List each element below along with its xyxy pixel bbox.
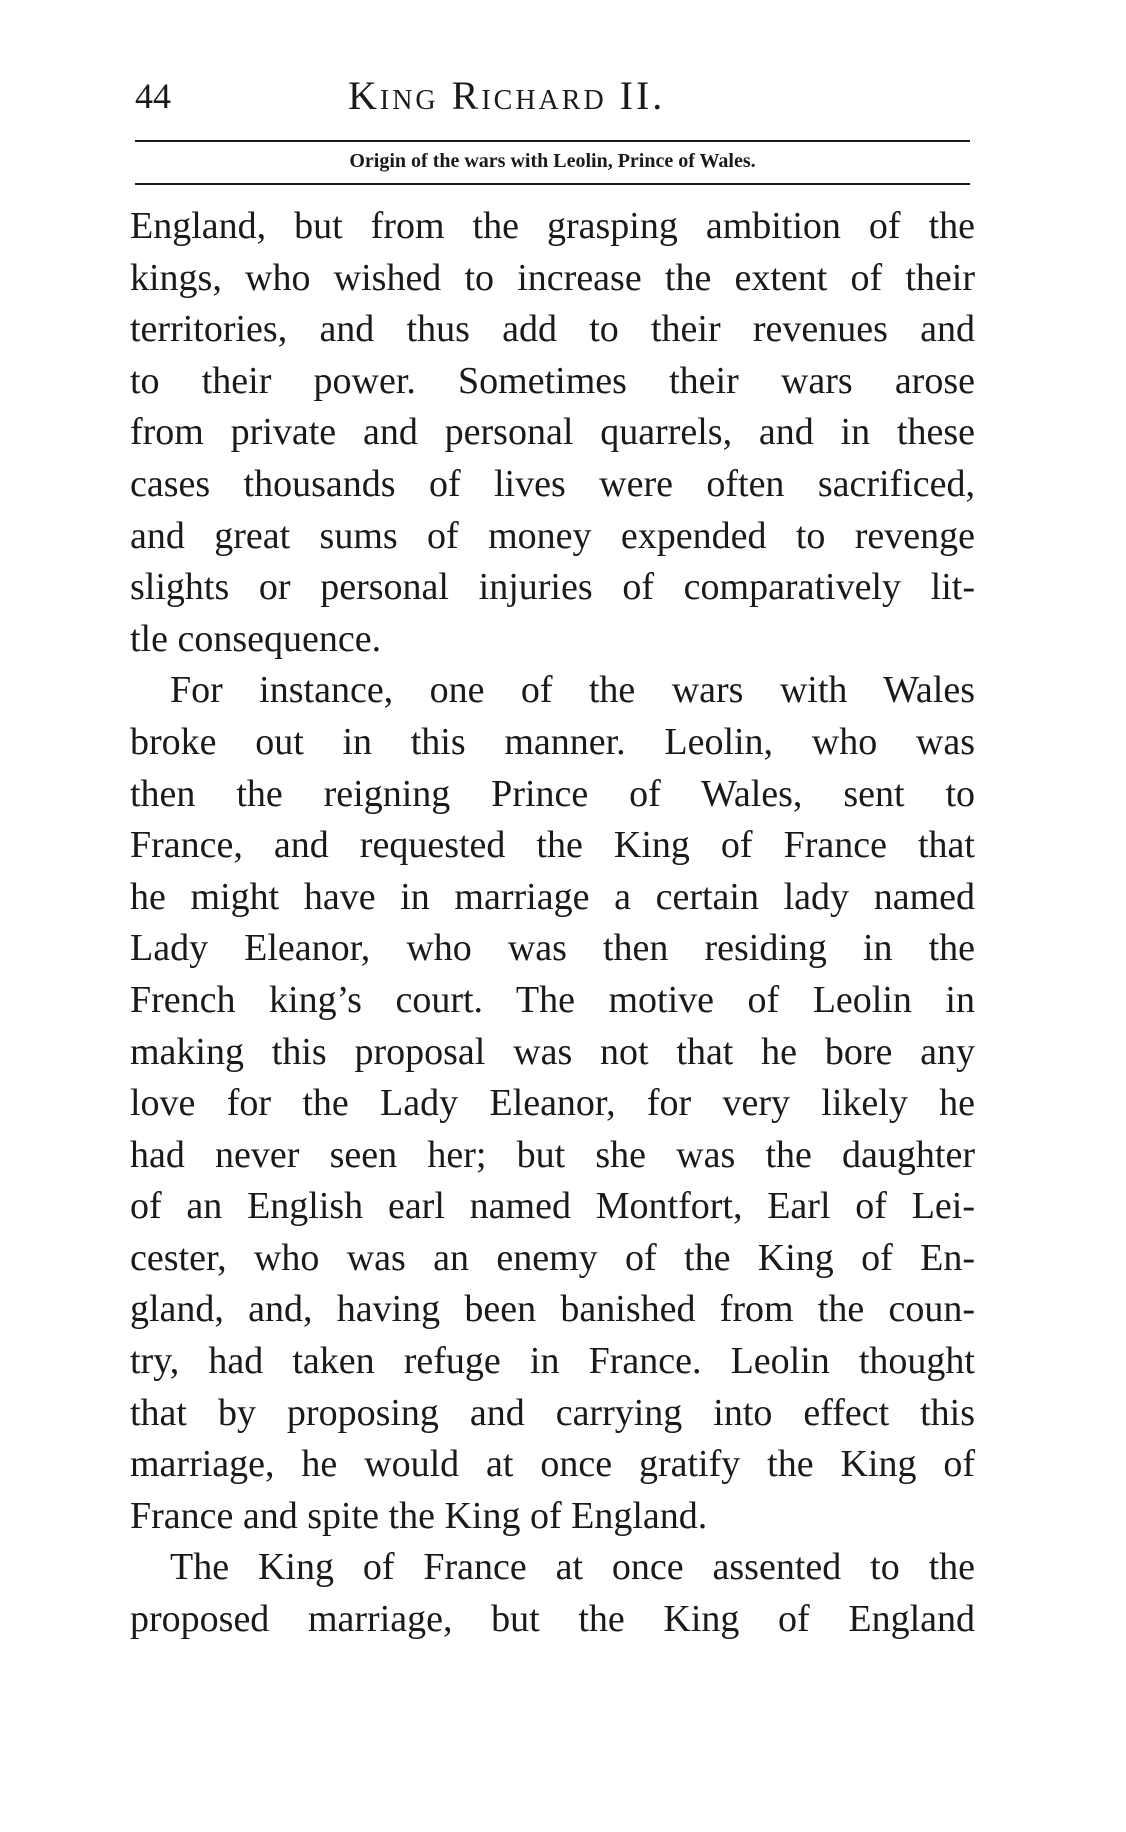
text-line: marriage, he would at once gratify the King of [130, 1443, 975, 1486]
page-number: 44 [135, 76, 171, 116]
text-line: making this proposal was not that he bore any [130, 1030, 975, 1073]
text-line: try, had taken refuge in France. Leolin thought [130, 1340, 975, 1383]
text-line: The King of France at once assented to the [170, 1546, 975, 1589]
text-line: proposed marriage, but the King of England [130, 1598, 975, 1641]
text-line: Lady Eleanor, who was then residing in the [130, 927, 975, 970]
page-caption: Origin of the wars with Leolin, Prince of Wales. [349, 150, 756, 172]
text-line: had never seen her; but she was the daughter [130, 1133, 975, 1176]
running-title: King Richard II. [348, 73, 666, 118]
text-line: cases thousands of lives were often sacrificed, [130, 462, 975, 505]
body-text [130, 201, 975, 1646]
header-rule-bottom [135, 183, 970, 185]
text-line: French king’s court. The motive of Leolin in [130, 978, 975, 1021]
text-line: England, but from the grasping ambition of the [130, 205, 975, 247]
text-line: kings, who wished to increase the extent of their [130, 256, 975, 299]
text-line: then the reigning Prince of Wales, sent to [130, 772, 975, 815]
text-line: and great sums of money expended to revenge [130, 514, 975, 557]
text-line: of an English earl named Montfort, Earl of Lei- [130, 1185, 975, 1228]
running-head [135, 68, 970, 124]
text-line: France, and requested the King of France that [130, 824, 975, 867]
text-line: France and spite the King of England. [130, 1494, 708, 1537]
text-line: from private and personal quarrels, and in these [130, 411, 975, 454]
text-line: love for the Lady Eleanor, for very likely he [130, 1082, 975, 1125]
text-line: slights or personal injuries of comparatively lit- [130, 566, 975, 609]
header-rule-top [135, 140, 970, 142]
text-line: to their power. Sometimes their wars arose [130, 359, 975, 402]
text-line: For instance, one of the wars with Wales [170, 669, 975, 712]
text-line: cester, who was an enemy of the King of En- [130, 1236, 975, 1279]
text-line: he might have in marriage a certain lady named [130, 875, 975, 918]
text-line: that by proposing and carrying into effect this [130, 1391, 975, 1434]
text-line: territories, and thus add to their revenues and [130, 308, 975, 351]
text-line: broke out in this manner. Leolin, who was [130, 720, 975, 763]
text-line: gland, and, having been banished from the coun- [130, 1288, 975, 1331]
text-line: tle consequence. [130, 617, 382, 660]
